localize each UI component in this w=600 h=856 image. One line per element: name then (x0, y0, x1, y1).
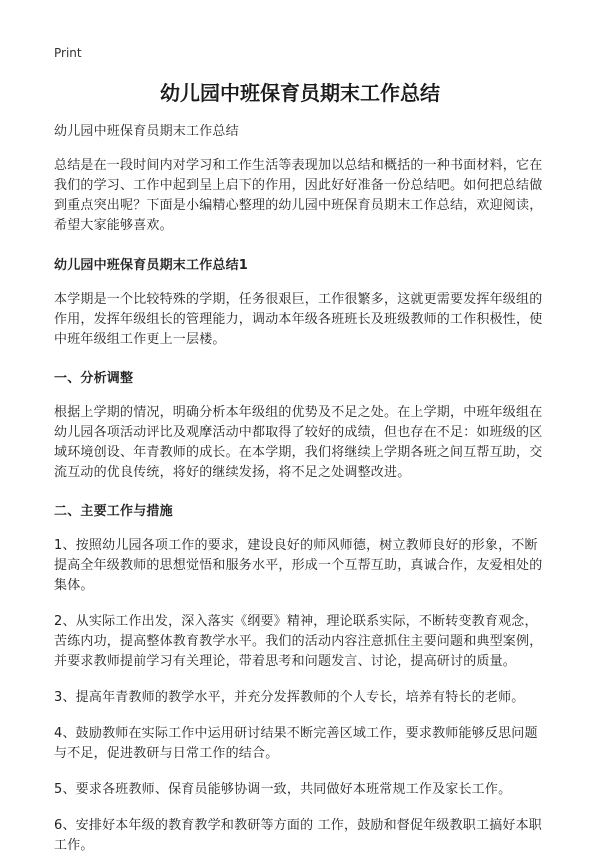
measures-list (54, 536, 546, 856)
print-link[interactable]: Print (54, 46, 82, 60)
list-item: 5、要求各班教师、保育员能够协调一致，共同做好本班常规工作及家长工作。 (54, 782, 512, 797)
intro-paragraph: 总结是在一段时间内对学习和工作生活等表现加以总结和概括的一种书面材料，它在我们的学习、工作中起到呈上启下的作用，因此好好准备一份总结吧。如何把总结做到重点突出呢？下面是小编精心整理的幼儿园中班保育员期末工作总结，欢迎阅读，希望大家能够喜欢。 (54, 158, 543, 233)
section-heading-measures: 二、主要工作与措施 (54, 504, 173, 519)
document-title: 幼儿园中班保育员期末工作总结 (160, 81, 440, 105)
list-item: 1、按照幼儿园各项工作的要求，建设良好的师风师德，树立教师良好的形象，不断提高全年级教师的思想觉悟和服务水平，形成一个互帮互助，真诚合作，友爱相处的集体。 (54, 538, 543, 593)
article-heading: 幼儿园中班保育员期末工作总结1 (54, 258, 249, 273)
list-item: 3、提高年青教师的教学水平，并充分发挥教师的个人专长，培养有特长的老师。 (54, 690, 525, 705)
list-item: 6、安排好本年级的教育教学和教研等方面的 工作，鼓励和督促年级教职工搞好本职工作。 (54, 818, 543, 853)
section-heading-analysis: 一、分析调整 (54, 371, 134, 386)
document-subtitle: 幼儿园中班保育员期末工作总结 (54, 124, 239, 139)
list-item: 4、鼓励教师在实际工作中运用研讨结果不断完善区域工作，要求教师能够反思问题与不足，促进教研与日常工作的结合。 (54, 726, 538, 761)
article-intro-paragraph: 本学期是一个比较特殊的学期，任务很艰巨，工作很繁多，这就更需要发挥年级组的作用，发挥年级组长的管理能力，调动本年级各班班长及班级教师的工作积极性，使中班年级组工作更上一层楼。 (54, 292, 543, 347)
section-analysis-paragraph: 根据上学期的情况，明确分析本年级组的优势及不足之处。在上学期，中班年级组在幼儿园各项活动评比及观摩活动中都取得了较好的成绩，但也存在不足：如班级的区域环境创设、年青教师的成长。在本学期，我们将继续上学期各班之间互帮互助，交流互动的优良传统，将好的继续发扬，将不足之处调整改进。 (54, 405, 543, 480)
list-item: 2、从实际工作出发，深入落实《纲要》精神，理论联系实际，不断转变教育观念，苦练内功，提高整体教育教学水平。我们的活动内容注意抓住主要问题和典型案例，并要求教师提前学习有关理论，带着思考和问题发言、讨论，提高研讨的质量。 (54, 614, 543, 669)
